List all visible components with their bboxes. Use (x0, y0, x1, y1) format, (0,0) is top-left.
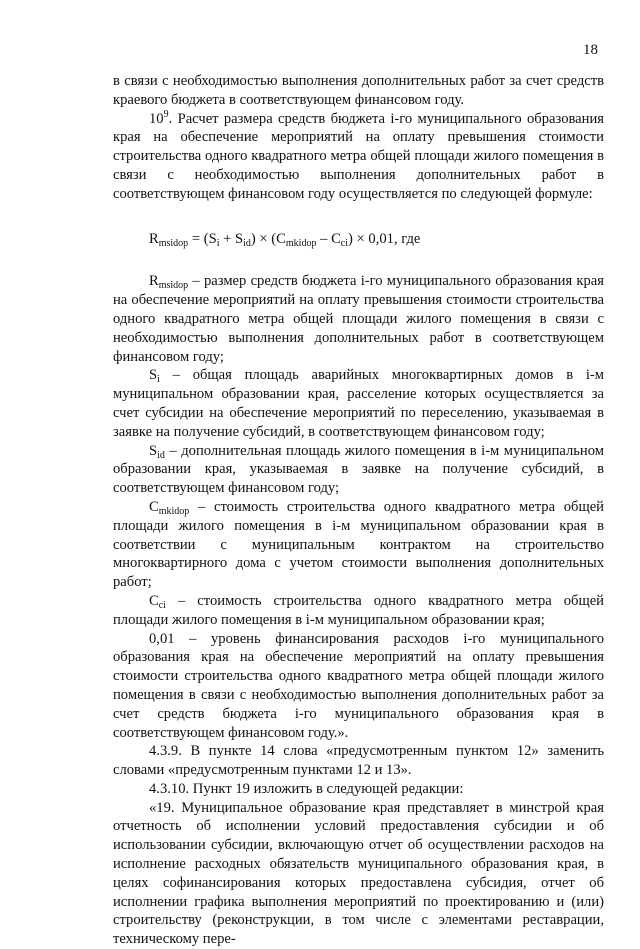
definition-sid (113, 442, 604, 498)
definition-symbol: S (149, 442, 158, 459)
document-body (113, 72, 604, 949)
definition-subscript: mkidop (158, 505, 190, 517)
definition-text: – дополнительная площадь жилого помещения в i-м муниципальном образовании края, указываемая в заявке на получение субсидий, в соответствующем финансовом году; (113, 442, 604, 497)
paragraph-number: 10 (149, 110, 164, 127)
definition-symbol: S (149, 367, 158, 384)
definition-r (113, 272, 604, 366)
formula-mid: ) × (C (250, 230, 286, 247)
formula-sid-sub: id (243, 237, 251, 249)
formula-ci-sub: ci (340, 237, 349, 249)
formula-tail: ) × 0,01, где (348, 230, 421, 247)
page-number: 18 (583, 42, 598, 58)
formula-r-sub: msidop (158, 237, 189, 249)
definition-text: – общая площадь аварийных многоквартирных домов в i-м муниципальном образовании края, расселение которых осуществляется за счет субсидии на обеспечение мероприятий по переселению, указываемая в заявке на получение субсидий, в соответствующем финансовом году; (113, 367, 604, 440)
definition-subscript: msidop (158, 280, 189, 292)
definition-si (113, 366, 604, 441)
definition-symbol: C (149, 592, 159, 609)
formula-si-sub: i (216, 237, 220, 249)
paragraph-text: . Расчет размера средств бюджета i-го муниципального образования края на обеспечение мероприятий на оплату превышения стоимости строительства одного квадратного метра общей площади жилого помещения в связи с необходимостью выполнения дополнительных работ в соответствующем финансовом году осуществляется по следующей формуле: (113, 110, 604, 202)
paragraph-number-superscript: 9 (163, 108, 169, 120)
definition-cm (113, 498, 604, 592)
definition-ci (113, 592, 604, 630)
definition-text: – стоимость строительства одного квадратного метра общей площади жилого помещения в i-м муниципальном образовании края; (113, 592, 604, 628)
definition-text: – размер средств бюджета i-го муниципального образования края на обеспечение мероприятий на оплату превышения стоимости строительства одного квадратного метра общей площади жилого помещения в связи с необходимостью выполнения дополнительных работ в соответствующем финансовом году; (113, 273, 604, 365)
definition-text: – стоимость строительства одного квадратного метра общей площади жилого помещения в i-м муниципальном образовании края в соответствии с муниципальным контрактом на строительство многоквартирного дома с учетом стоимости выполнения дополнительных работ; (113, 498, 604, 591)
definition-subscript: ci (158, 599, 166, 611)
definition-subscript: i (157, 374, 160, 386)
formula-r: R (149, 230, 159, 247)
amendment-4-3-10: 4.3.10. Пункт 19 изложить в следующей редакции: (149, 780, 464, 797)
definition-level: 0,01 – уровень финансирования расходов i-го муниципального образования края на обеспечение мероприятий на оплату превышения стоимости строительства одного квадратного метра общей площади жилого помещения в связи с необходимостью выполнения дополнительных работ за счет средств бюджета i-го муниципального образования края в соответствующем финансовом году.». (113, 630, 604, 741)
formula (149, 230, 604, 249)
paragraph-19: «19. Муниципальное образование края представляет в минстрой края отчетность об исполнении условий предоставления субсидии и об использовании субсидии, включающую отчет об осуществлении расходов на исполнение расходных обязательств муниципального образования края, в целях софинансирования которых предоставлена субсидия, отчет об исполнении графика выполнения мероприятий по проектированию и (или) строительству (реконструкции, в том числе с элементами реставрации, техническому пере- (113, 799, 604, 948)
definition-symbol: C (149, 498, 159, 515)
definition-symbol: R (149, 273, 159, 290)
formula-minus-c: – C (316, 230, 341, 247)
paragraph-continuation: в связи с необходимостью выполнения дополнительных работ за счет средств краевого бюджета в соответствующем финансовом году. (113, 73, 604, 108)
amendment-4-3-9: 4.3.9. В пункте 14 слова «предусмотренным пунктом 12» заменить словами «предусмотренным пунктами 12 и 13». (113, 743, 604, 779)
definition-subscript: id (157, 449, 165, 461)
formula-plus-s: + S (219, 230, 244, 247)
paragraph-10-9 (113, 110, 604, 204)
formula-eq-open: = (S (188, 230, 217, 247)
formula-cm-sub: mkidop (285, 237, 317, 249)
